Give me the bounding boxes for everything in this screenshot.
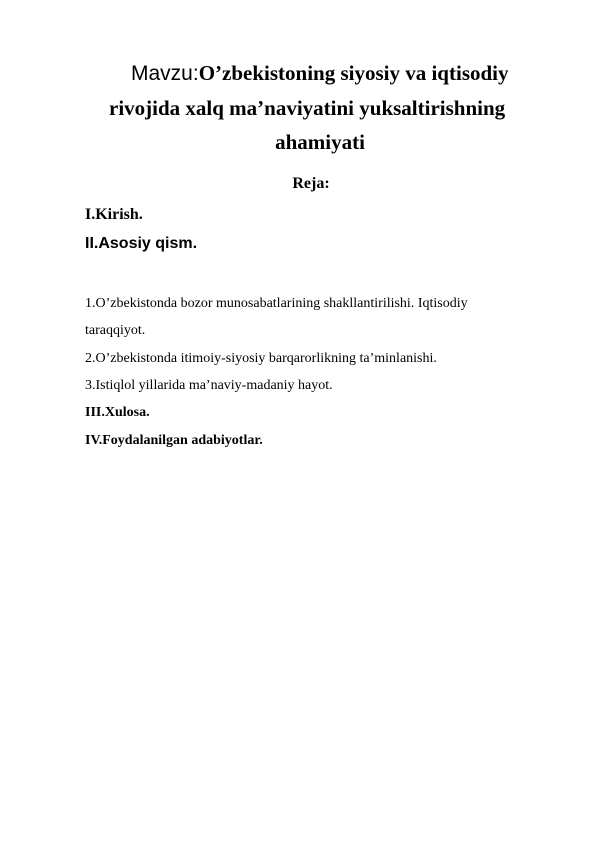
title-line-1	[80, 56, 560, 91]
title-line-1-text: O’zbekistoning siyosiy va iqtisodiy	[198, 61, 509, 85]
section-conclusion: III.Xulosa.	[85, 405, 150, 420]
plan-item-1: 1.O’zbekistonda bozor munosabatlarining shakllantirilishi. Iqtisodiy	[85, 296, 468, 311]
title-line-2: rivojida xalq ma’naviyatini yuksaltirishning	[109, 96, 506, 120]
plan-item-3: 3.Istiqlol yillarida ma’naviy-madaniy hayot.	[85, 378, 333, 393]
plan-heading-text: Reja:	[292, 175, 330, 192]
plan-item-2: 2.O’zbekistonda itimoiy-siyosiy barqarorlikning ta’minlanishi.	[85, 351, 437, 366]
section-main-part: II.Asosiy qism.	[85, 235, 198, 252]
section-introduction: I.Kirish.	[85, 206, 143, 223]
plan-heading	[0, 174, 596, 194]
document-title	[80, 56, 560, 159]
section-bibliography: IV.Foydalanilgan adabiyotlar.	[85, 433, 263, 448]
title-lead: Mavzu:	[131, 62, 199, 85]
plan-item-1-continued: taraqqiyot.	[85, 323, 146, 338]
title-line-3: ahamiyati	[275, 130, 365, 154]
